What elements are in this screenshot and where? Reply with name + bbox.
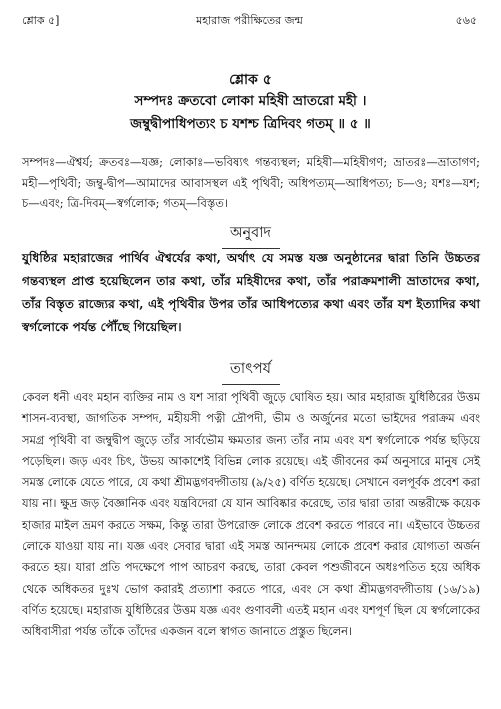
purport-heading-text: তাৎপর্য (229, 361, 272, 377)
header-chapter-title: মহারাজ পরীক্ষিতের জন্ম (196, 14, 303, 27)
purport-text: কেবল ধনী এবং মহান ব্যক্তির নাম ও যশ সারা পৃথিবী জুড়ে ঘোষিত হয়। আর মহারাজ যুধিষ্ঠিরের উত্তম শাসন-ব্যবস্থা, জাগতিক সম্পদ, মহীয়সী পত্নী দ্রৌপদী, ভীম ও অর্জুনের মতো ভাইদের পরাক্রম এবং সমগ্র পৃথিবী বা জম্বুদ্বীপ জুড়ে তাঁর সার্বভৌম ক্ষমতার জন্য তাঁর নাম এবং যশ স্বর্গলোকে পর্যন্ত ছড়িয়ে পড়েছিল। জড় এবং চিৎ, উভয় আকাশেই বিভিন্ন লোক রয়েছে। এই জীবনের কর্ম অনুসারে মানুষ সেই সমস্ত লোকে যেতে পারে, যে কথা শ্রীমদ্ভগবদ্গীতায় (৯/২৫) বর্ণিত হয়েছে। সেখানে বলপূর্বক প্রবেশ করা যায় না। ক্ষুদ্র জড় বৈজ্ঞানিক এবং যন্ত্রবিদেরা যে যান আবিষ্কার করেছে, তার দ্বারা তারা অন্তরীক্ষে কয়েক হাজার মাইল ভ্রমণ করতে সক্ষম, কিন্তু তারা উপরোক্ত লোকে প্রবেশ করতে পারবে না। এইভাবে উচ্চতর লোকে যাওয়া যায় না। যজ্ঞ এবং সেবার দ্বারা এই সমস্ত আনন্দময় লোকে প্রবেশ করার যোগ্যতা অর্জন করতে হয়। যারা প্রতি পদক্ষেপে পাপ আচরণ করছে, তারা কেবল পশুজীবনে অধঃপতিত হয়ে অধিক থেকে অধিকতর দুঃখ ভোগ করারই প্রত্যাশা করতে পারে, এবং সে কথা শ্রীমদ্ভগবদ্গীতায় (১৬/১৯) বর্ণিত হয়েছে। মহারাজ যুধিষ্ঠিরের উত্তম যজ্ঞ এবং গুণাবলী এতই মহান এবং যশপূর্ণ ছিল যে স্বর্গলোকের অধিবাসীরা পর্যন্ত তাঁকে তাঁদের একজন বলে স্বাগত জানাতে প্রস্তুত ছিলেন। (22, 391, 480, 639)
header-verse-ref: শ্লোক ৫] (22, 14, 60, 27)
verse-number-heading: শ্লোক ৫ (229, 72, 272, 88)
synonyms-paragraph: সম্পদঃ—ঐশ্বর্য; ক্রতবঃ—যজ্ঞ; লোকাঃ—ভবিষ্যৎ গন্তব্যস্থল; মহিষী—মহিষীগণ; ভ্রাতরঃ—ভ্রাতাগণ; মহী—পৃথিবী; জম্বু-দ্বীপ—আমাদের আবাসস্থল এই পৃথিবী; অধিপত্যম্—আধিপত্য; চ—ও; যশঃ—যশ; চ—এবং; ত্রি-দিবম্—স্বর্গলোক; গতম্—বিস্তৃত। (22, 155, 480, 210)
purport-paragraph (22, 387, 480, 643)
translation-paragraph: যুধিষ্ঠির মহারাজের পার্থিব ঐশ্বর্যের কথা, অর্থাৎ যে সমস্ত যজ্ঞ অনুষ্ঠানের দ্বারা তিনি উচ্চতর গন্তব্যস্থল প্রাপ্ত হয়েছিলেন তার কথা, তাঁর মহিষীদের কথা, তাঁর পরাক্রমশালী ভ্রাতাদের কথা, তাঁর বিস্তৃত রাজ্যের কথা, এই পৃথিবীর উপর তাঁর আধিপত্যের কথা এবং তাঁর যশ ইত্যাদির কথা স্বর্গলোকে পর্যন্ত পৌঁছে গিয়েছিল। (22, 251, 480, 334)
verse-line-2: জম্বুদ্বীপাধিপত্যং চ যশশ্চ ত্রিদিবং গতম্ ॥ ৫ ॥ (130, 116, 371, 132)
translation-heading-text: অনুবাদ (229, 225, 272, 241)
purport-heading (0, 358, 501, 385)
verse-line-1: সম্পদঃ ক্রতবো লোকা মহিষী ভ্রাতরো মহী । (134, 93, 367, 109)
translation-heading (0, 222, 501, 249)
heading-underline (222, 384, 280, 385)
header-page-number: ৫৬৫ (455, 14, 477, 27)
running-header (22, 12, 477, 30)
